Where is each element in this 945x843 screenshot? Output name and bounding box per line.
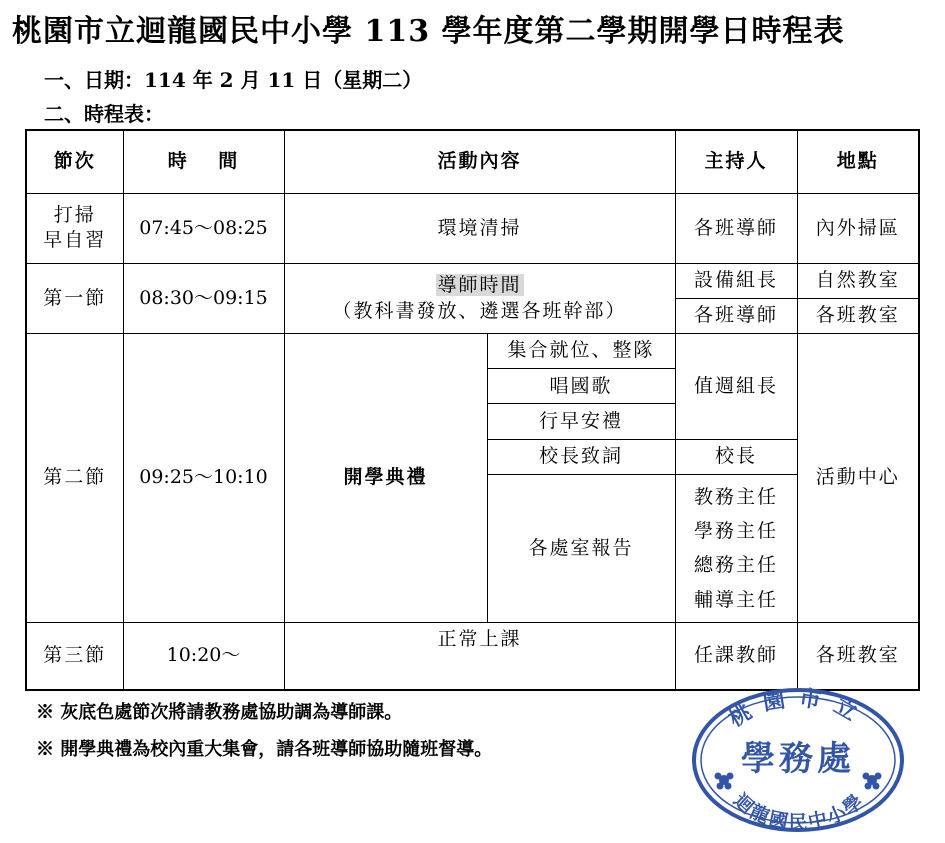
row4-location: 各班教室 (797, 623, 919, 690)
row2-activity-sub: （教科書發放、遴選各班幹部） (332, 299, 627, 322)
row1-activity: 環境清掃 (284, 193, 675, 263)
row3-sub-item: 集合就位、整隊 (487, 334, 675, 369)
table-row (26, 263, 919, 298)
row3-host-c-item: 學務主任 (694, 520, 779, 543)
note-highlight: ※ 灰底色處節次將請教務處協助調為導師課。 (36, 702, 403, 723)
row2-host-b: 各班導師 (675, 299, 797, 334)
row1-time: 07:45～08:25 (123, 193, 284, 263)
row3-sub-item: 校長致詞 (487, 439, 675, 474)
row3-time: 09:25～10:10 (123, 334, 284, 623)
row3-location: 活動中心 (797, 334, 919, 623)
row3-host-c-item: 教務主任 (694, 486, 779, 509)
header-activity: 活動內容 (284, 130, 675, 193)
schedule-heading: 二、時程表： (44, 102, 164, 126)
row2-period: 第一節 (26, 263, 123, 333)
page-title: 桃園市立迴龍國民中小學 113 學年度第二學期開學日時程表 (12, 14, 845, 49)
table-row (26, 334, 919, 369)
header-period: 節次 (26, 130, 123, 193)
seal-bottom-text: 迴龍國民中小學 (729, 789, 869, 834)
row1-period-line2: 早自習 (43, 229, 107, 252)
row3-period: 第二節 (26, 334, 123, 623)
row3-host-b: 校長 (675, 439, 797, 474)
row1-period (26, 193, 123, 263)
table-row (26, 623, 919, 690)
header-time: 時 間 (123, 130, 284, 193)
row3-sub-item: 唱國歌 (487, 369, 675, 404)
row2-activity (284, 263, 675, 333)
header-location: 地點 (797, 130, 919, 193)
row1-location: 內外掃區 (797, 193, 919, 263)
row1-host: 各班導師 (675, 193, 797, 263)
row2-time: 08:30～09:15 (123, 263, 284, 333)
schedule-table (25, 129, 920, 691)
table-row (26, 193, 919, 263)
row1-period-line1: 打掃 (53, 203, 96, 226)
school-seal-stamp (688, 684, 906, 834)
row4-host: 任課教師 (675, 623, 797, 690)
row3-host-c (675, 474, 797, 623)
row4-period: 第三節 (26, 623, 123, 690)
row4-activity-text: 正常上課 (437, 628, 522, 651)
seal-center-text: 學務處 (741, 739, 855, 779)
seal-top-text: 桃園市立 (724, 684, 872, 733)
row2-activity-main: 導師時間 (437, 273, 522, 296)
row3-host-a: 值週組長 (675, 334, 797, 439)
row2-location-a: 自然教室 (797, 263, 919, 298)
table-header-row (26, 130, 919, 193)
row4-activity (284, 623, 675, 690)
row3-host-c-item: 總務主任 (694, 554, 779, 577)
row3-sub-item: 行早安禮 (487, 404, 675, 439)
row3-host-c-item: 輔導主任 (694, 588, 779, 611)
row2-host-a: 設備組長 (675, 263, 797, 298)
note-ceremony: ※ 開學典禮為校內重大集會，請各班導師協助隨班督導。 (36, 739, 493, 760)
row4-time: 10:20～ (123, 623, 284, 690)
row3-activity: 開學典禮 (284, 334, 487, 623)
svg-text:迴龍國民中小學 (729, 789, 869, 834)
row2-location-b: 各班教室 (797, 299, 919, 334)
date-line: 一、日期：114 年 2 月 11 日（星期二） (44, 68, 423, 92)
plum-blossom-icon (863, 773, 882, 790)
header-host: 主持人 (675, 130, 797, 193)
plum-blossom-icon (715, 773, 734, 790)
row3-sub-item: 各處室報告 (487, 474, 675, 623)
